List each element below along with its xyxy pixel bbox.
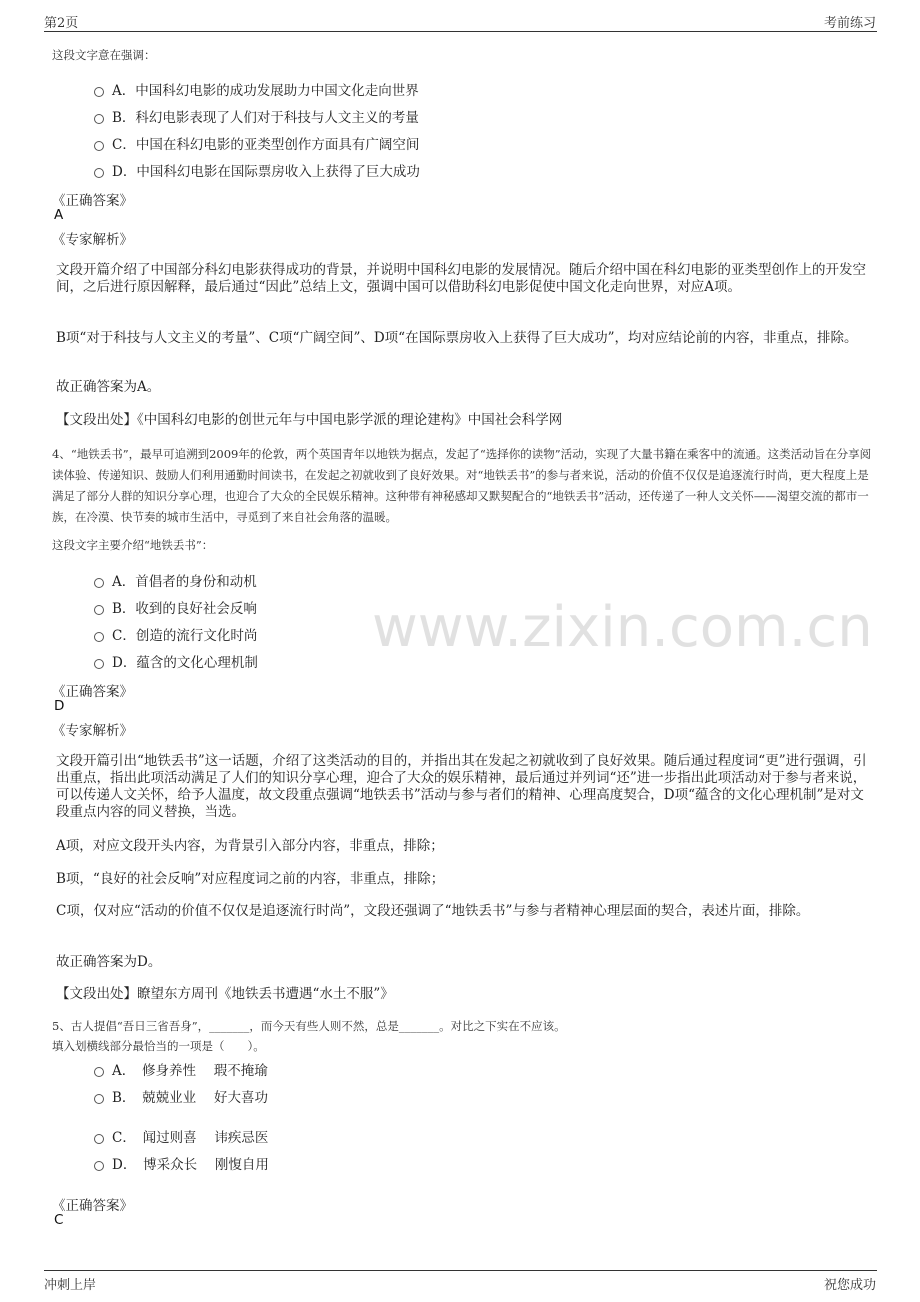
header-title: 考前练习: [823, 16, 876, 31]
q5-option-a[interactable]: A． 修身养性 瑕不掩瑜: [94, 1059, 268, 1079]
q3-analysis-label: 《专家解析》: [52, 232, 133, 248]
q4-analysis-item-c: C项，仅对应“活动的价值不仅仅是追逐流行时尚”，文段还强调了“地铁丢书”与参与者精神心理层面的契合，表述片面，排除。: [56, 903, 810, 919]
q4-passage: 4、“地铁丢书”，最早可追溯到2009年的伦敦，两个英国青年以地铁为据点，发起了“选择你的读物”活动，实现了大量书籍在乘客中的流通。这类活动旨在分享阅读体验、传递知识、鼓励人们利用通勤时间读书，在发起之初就收到了良好效果。对“地铁丢书”的参与者来说，活动的价值不仅仅是追逐流行时尚，更大程度上是满足了部分人群的知识分享心理，也迎合了大众的全民娱乐精神。这种带有神秘感却又默契配合的“地铁丢书”活动，还传递了一种人文关怀——渴望交流的都市一族，在冷漠、快节奏的城市生活中，寻觅到了来自社会角落的温暖。: [52, 447, 872, 524]
radio-icon[interactable]: [94, 87, 104, 97]
q4-option-c[interactable]: C．创造的流行文化时尚: [94, 624, 257, 644]
header-divider: [44, 31, 877, 32]
q3-source: 【文段出处】《中国科幻电影的创世元年与中国电影学派的理论建构》中国社会科学网: [56, 412, 563, 428]
q4-analysis-item-a: A项，对应文段开头内容，为背景引入部分内容，非重点，排除；: [56, 838, 444, 854]
watermark: www.zixin.com.cn: [372, 595, 873, 660]
radio-icon[interactable]: [94, 141, 104, 151]
radio-icon[interactable]: [94, 578, 104, 588]
radio-icon[interactable]: [94, 168, 104, 178]
q3-analysis-paragraph: B项“对于科技与人文主义的考量”、C项“广阔空间”、D项“在国际票房收入上获得了巨大成功”，均对应结论前的内容，非重点，排除。: [56, 330, 858, 346]
footer-divider: [44, 1270, 877, 1271]
q4-analysis-conclusion: 故正确答案为D。: [56, 954, 162, 970]
radio-icon[interactable]: [94, 632, 104, 642]
radio-icon[interactable]: [94, 605, 104, 615]
page-number: 第2页: [44, 16, 79, 31]
q4-option-a[interactable]: A．首倡者的身份和动机: [94, 570, 257, 590]
q5-stem: 5、古人提倡“吾日三省吾身”，_______，而今天有些人则不然，总是_______。对比之下实在不应该。: [52, 1019, 566, 1033]
radio-icon[interactable]: [94, 1161, 104, 1171]
radio-icon[interactable]: [94, 1067, 104, 1077]
q5-option-c[interactable]: C． 闻过则喜 讳疾忌医: [94, 1126, 268, 1146]
q4-option-d[interactable]: D．蕴含的文化心理机制: [94, 651, 258, 671]
q5-answer-label: 《正确答案》: [52, 1198, 133, 1214]
q4-stem: 这段文字主要介绍“地铁丢书”：: [52, 538, 214, 552]
q4-source: 【文段出处】瞭望东方周刊《地铁丢书遭遇“水土不服”》: [56, 986, 394, 1002]
footer-left-text: 冲刺上岸: [44, 1278, 97, 1293]
q3-analysis-paragraph: 文段开篇介绍了中国部分科幻电影获得成功的背景，并说明中国科幻电影的发展情况。随后介绍中国在科幻电影的亚类型创作上的开发空间，之后进行原因解释，最后通过“因此”总结上文，强调中国可以借助科幻电影促使中国文化走向世界，对应A项。: [56, 262, 866, 295]
q5-instruction: 填入划横线部分最恰当的一项是（ ）。: [52, 1039, 265, 1053]
q5-answer: C: [54, 1212, 64, 1228]
q4-answer-label: 《正确答案》: [52, 684, 133, 700]
q3-stem: 这段文字意在强调：: [52, 48, 156, 62]
q5-option-d[interactable]: D． 博采众长 刚愎自用: [94, 1153, 269, 1173]
q3-option-b[interactable]: B．科幻电影表现了人们对于科技与人文主义的考量: [94, 106, 419, 126]
radio-icon[interactable]: [94, 659, 104, 669]
radio-icon[interactable]: [94, 1094, 104, 1104]
q4-analysis-paragraph: 文段开篇引出“地铁丢书”这一话题，介绍了这类活动的目的，并指出其在发起之初就收到了良好效果。随后通过程度词“更”进行强调，引出重点，指出此项活动满足了人们的知识分享心理，迎合了大众的娱乐精神，最后通过并列词“还”进一步指出此项活动对于参与者来说，可以传递人文关怀，给予人温度，故文段重点强调“地铁丢书”活动与参与者们的精神、心理高度契合，D项“蕴含的文化心理机制”是对文段重点内容的同义替换，当选。: [56, 753, 867, 820]
q3-option-a[interactable]: A．中国科幻电影的成功发展助力中国文化走向世界: [94, 79, 419, 99]
q4-answer: D: [54, 698, 65, 714]
q3-answer-label: 《正确答案》: [52, 193, 133, 209]
q3-analysis-conclusion: 故正确答案为A。: [56, 379, 161, 395]
q3-answer: A: [54, 207, 64, 223]
q3-option-c[interactable]: C．中国在科幻电影的亚类型创作方面具有广阔空间: [94, 133, 419, 153]
footer-right-text: 祝您成功: [823, 1278, 876, 1293]
q3-option-d[interactable]: D．中国科幻电影在国际票房收入上获得了巨大成功: [94, 160, 420, 180]
q5-option-b[interactable]: B． 兢兢业业 好大喜功: [94, 1086, 268, 1106]
radio-icon[interactable]: [94, 114, 104, 124]
q4-option-b[interactable]: B．收到的良好社会反响: [94, 597, 257, 617]
radio-icon[interactable]: [94, 1134, 104, 1144]
q4-analysis-item-b: B项，“良好的社会反响”对应程度词之前的内容，非重点，排除；: [56, 871, 445, 887]
q4-analysis-label: 《专家解析》: [52, 723, 133, 739]
